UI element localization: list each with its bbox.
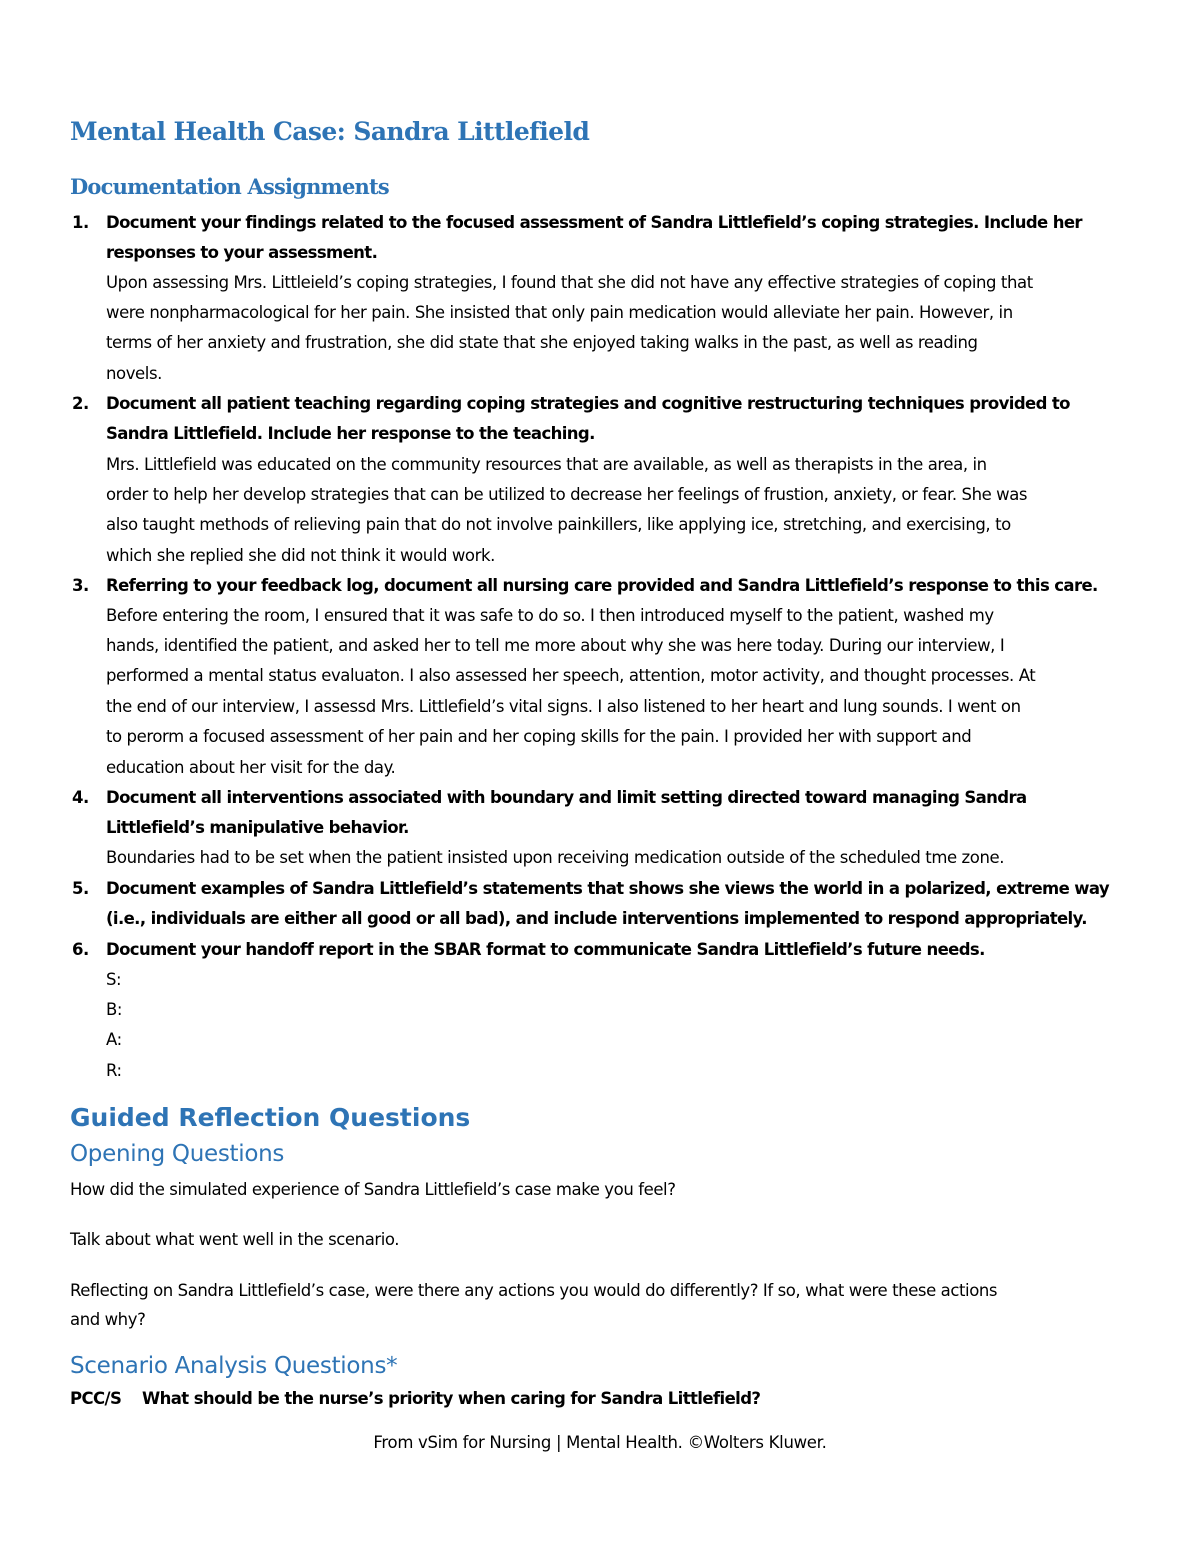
opening-question: Reflecting on Sandra Littlefield’s case, were there any actions you would do differently? If so, what were these actions — [70, 1281, 998, 1300]
item-prompt-line: Document examples of Sandra Littlefield’s statements that shows she views the world in a polarized, extreme way — [106, 879, 1110, 898]
opening-questions-heading: Opening Questions — [70, 1141, 285, 1167]
item-prompt-line: Sandra Littlefield. Include her response to the teaching. — [106, 424, 595, 443]
opening-question: How did the simulated experience of Sandra Littlefield’s case make you feel? — [70, 1180, 676, 1199]
item-prompt-line: Document all patient teaching regarding coping strategies and cognitive restructuring techniques provided to — [106, 394, 1070, 413]
sbar-r-line: R: — [106, 1061, 122, 1080]
item-number: 3. — [72, 576, 89, 595]
opening-question: and why? — [70, 1310, 146, 1329]
item-answer-line: the end of our interview, I assessd Mrs. Littlefield’s vital signs. I also listened to her heart and lung sounds. I went on — [106, 697, 1021, 716]
item-prompt-line: Document your findings related to the focused assessment of Sandra Littlefield’s coping strategies. Include her — [106, 213, 1082, 232]
item-number: 4. — [72, 788, 89, 807]
item-answer-line: performed a mental status evaluaton. I also assessed her speech, attention, motor activity, and thought processes. At — [106, 666, 1036, 685]
item-prompt-line: (i.e., individuals are either all good or all bad), and include interventions implemented to respond appropriately. — [106, 909, 1087, 928]
item-prompt-line: Document all interventions associated with boundary and limit setting directed toward managing Sandra — [106, 788, 1027, 807]
item-answer-line: Mrs. Littlefield was educated on the community resources that are available, as well as therapists in the area, in — [106, 455, 987, 474]
item-answer-line: Before entering the room, I ensured that it was safe to do so. I then introduced myself to the patient, washed my — [106, 606, 994, 625]
item-number: 1. — [72, 213, 89, 232]
item-answer-line: Upon assessing Mrs. Littleield’s coping strategies, I found that she did not have any effective strategies of coping that — [106, 273, 1033, 292]
documentation-assignments-heading: Documentation Assignments — [70, 174, 389, 199]
question-code: PCC/S — [70, 1389, 122, 1408]
scenario-question — [70, 1389, 760, 1408]
item-number: 2. — [72, 394, 89, 413]
sbar-s-line: S: — [106, 970, 122, 989]
page-footer: From vSim for Nursing | Mental Health. ©Wolters Kluwer. — [373, 1433, 827, 1452]
opening-question: Talk about what went well in the scenario. — [70, 1230, 400, 1249]
item-answer-line: Boundaries had to be set when the patient insisted upon receiving medication outside of the scheduled tme zone. — [106, 848, 1005, 867]
item-answer-line: which she replied she did not think it would work. — [106, 546, 495, 565]
item-prompt-line: Document your handoff report in the SBAR format to communicate Sandra Littlefield’s future needs. — [106, 940, 985, 959]
item-answer-line: also taught methods of relieving pain that do not involve painkillers, like applying ice, stretching, and exercising, to — [106, 515, 1011, 534]
sbar-a-line: A: — [106, 1030, 122, 1049]
item-answer-line: novels. — [106, 364, 162, 383]
item-answer-line: education about her visit for the day. — [106, 758, 396, 777]
item-answer-line: terms of her anxiety and frustration, she did state that she enjoyed taking walks in the past, as well as reading — [106, 333, 978, 352]
item-prompt-line: Littlefield’s manipulative behavior. — [106, 818, 409, 837]
item-number: 5. — [72, 879, 89, 898]
item-answer-line: order to help her develop strategies that can be utilized to decrease her feelings of frustion, anxiety, or fear. She was — [106, 485, 1028, 504]
item-prompt-line: responses to your assessment. — [106, 243, 378, 262]
page-title: Mental Health Case: Sandra Littlefield — [70, 117, 590, 146]
sbar-b-line: B: — [106, 1000, 123, 1019]
scenario-analysis-heading: Scenario Analysis Questions* — [70, 1353, 398, 1379]
question-text: What should be the nurse’s priority when caring for Sandra Littlefield? — [142, 1389, 761, 1408]
guided-reflection-heading: Guided Reflection Questions — [70, 1103, 471, 1132]
item-answer-line: hands, identified the patient, and asked her to tell me more about why she was here today. During our interview, I — [106, 636, 1005, 655]
item-prompt-line: Referring to your feedback log, document all nursing care provided and Sandra Littlefield’s response to this care. — [106, 576, 1098, 595]
item-answer-line: to perorm a focused assessment of her pain and her coping skills for the pain. I provided her with support and — [106, 727, 972, 746]
item-answer-line: were nonpharmacological for her pain. She insisted that only pain medication would alleviate her pain. However, in — [106, 303, 1013, 322]
item-number: 6. — [72, 940, 89, 959]
